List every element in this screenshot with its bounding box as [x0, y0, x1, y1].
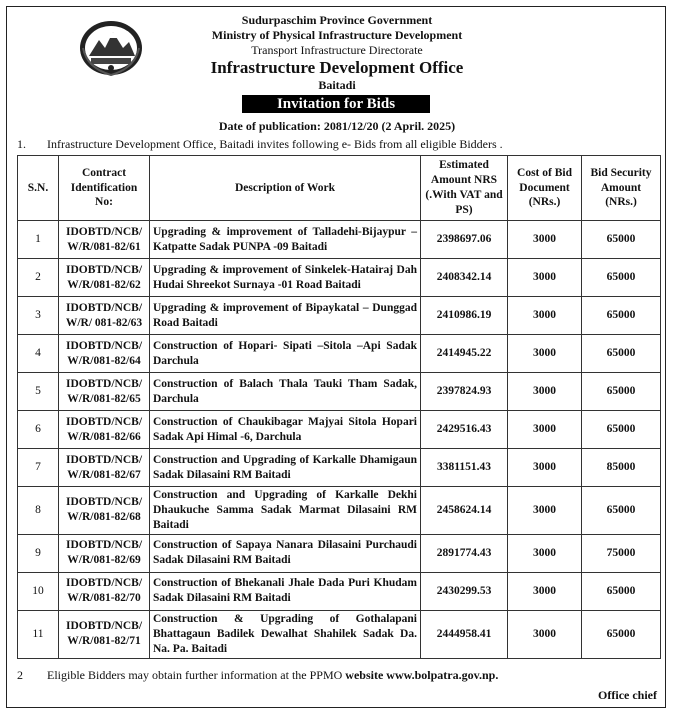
row-estimated-amount: 2414945.22 — [421, 335, 508, 373]
row-contract-id: IDOBTD/NCB/ W/R/ 081-82/63 — [59, 297, 150, 335]
row-description: Construction of Bhekanali Jhale Dada Puri Khudam Sadak Dilasaini RM Baitadi — [150, 572, 421, 610]
row-estimated-amount: 2444958.41 — [421, 610, 508, 658]
row-contract-id: IDOBTD/NCB/ W/R/081-82/66 — [59, 411, 150, 449]
row-bid-security: 65000 — [582, 259, 661, 297]
publication-date: Date of publication: 2081/12/20 (2 April. 2025) — [218, 119, 456, 133]
header-bid-security: Bid Security Amount (NRs.) — [582, 156, 661, 221]
header-estimated-amount: Estimated Amount NRS (.With VAT and PS) — [421, 156, 508, 221]
row-bid-security: 65000 — [582, 610, 661, 658]
row-cost-of-bid: 3000 — [508, 411, 582, 449]
row-cost-of-bid: 3000 — [508, 335, 582, 373]
row-estimated-amount: 2408342.14 — [421, 259, 508, 297]
row-bid-security: 65000 — [582, 297, 661, 335]
footnote-number: 2 — [17, 668, 23, 682]
row-description: Construction of Chaukibagar Majyai Sitola Hopari Sadak Api Himal -6, Darchula — [150, 411, 421, 449]
row-cost-of-bid: 3000 — [508, 534, 582, 572]
table-row — [18, 572, 661, 610]
ministry-name: Ministry of Physical Infrastructure Development — [211, 28, 463, 42]
row-description: Construction & Upgrading of Gothalapani Bhattagaun Badilek Dewalhat Shahilek Sadak Da. Na. Pa. Baitadi — [150, 610, 421, 658]
row-estimated-amount: 2397824.93 — [421, 373, 508, 411]
row-sn: 11 — [18, 610, 59, 658]
province-government: Sudurpaschim Province Government — [241, 13, 433, 27]
row-bid-security: 65000 — [582, 221, 661, 259]
row-sn: 7 — [18, 449, 59, 487]
row-sn: 3 — [18, 297, 59, 335]
header-contract-id: Contract Identification No: — [59, 156, 150, 221]
row-bid-security: 65000 — [582, 411, 661, 449]
header-description: Description of Work — [150, 156, 421, 221]
row-description: Upgrading & improvement of Sinkelek-Hatairaj Dah Hudai Shreekot Surnaya -01 Road Baitadi — [150, 259, 421, 297]
row-sn: 1 — [18, 221, 59, 259]
row-contract-id: IDOBTD/NCB/ W/R/081-82/68 — [59, 487, 150, 535]
row-cost-of-bid: 3000 — [508, 449, 582, 487]
row-estimated-amount: 2891774.43 — [421, 534, 508, 572]
header-cost-of-bid: Cost of Bid Document (NRs.) — [508, 156, 582, 221]
row-description: Construction of Sapaya Nanara Dilasaini Purchaudi Sadak Dilasaini RM Baitadi — [150, 534, 421, 572]
row-estimated-amount: 2458624.14 — [421, 487, 508, 535]
intro-text: Infrastructure Development Office, Baitadi invites following e- Bids from all eligible Bidders . — [47, 137, 503, 151]
row-cost-of-bid: 3000 — [508, 259, 582, 297]
row-sn: 2 — [18, 259, 59, 297]
table-row — [18, 487, 661, 535]
row-estimated-amount: 2398697.06 — [421, 221, 508, 259]
table-row — [18, 297, 661, 335]
row-bid-security: 75000 — [582, 534, 661, 572]
table-row — [18, 610, 661, 658]
footnote-text: Eligible Bidders may obtain further information at the PPMO — [47, 668, 343, 682]
row-contract-id: IDOBTD/NCB/ W/R/081-82/64 — [59, 335, 150, 373]
row-bid-security: 65000 — [582, 487, 661, 535]
row-sn: 9 — [18, 534, 59, 572]
row-cost-of-bid: 3000 — [508, 373, 582, 411]
table-row — [18, 373, 661, 411]
row-bid-security: 65000 — [582, 572, 661, 610]
row-sn: 5 — [18, 373, 59, 411]
table-row — [18, 221, 661, 259]
row-cost-of-bid: 3000 — [508, 610, 582, 658]
table-header-row — [18, 156, 661, 221]
row-estimated-amount: 3381151.43 — [421, 449, 508, 487]
header-sn: S.N. — [18, 156, 59, 221]
office-chief-signoff: Office chief — [598, 688, 657, 702]
row-cost-of-bid: 3000 — [508, 572, 582, 610]
row-estimated-amount: 2410986.19 — [421, 297, 508, 335]
row-estimated-amount: 2430299.53 — [421, 572, 508, 610]
row-description: Construction of Balach Thala Tauki Tham Sadak, Darchula — [150, 373, 421, 411]
notice-banner: Invitation for Bids — [242, 95, 430, 113]
table-row — [18, 534, 661, 572]
row-description: Construction and Upgrading of Karkalle Dekhi Dhaukuche Samma Sadak Marmat Dilasaini RM Baitadi — [150, 487, 421, 535]
footnote — [17, 668, 498, 683]
table-row — [18, 335, 661, 373]
district-name: Baitadi — [318, 78, 356, 92]
row-bid-security: 85000 — [582, 449, 661, 487]
row-description: Construction of Hopari- Sipati –Sitola –Api Sadak Darchula — [150, 335, 421, 373]
office-name: Infrastructure Development Office — [210, 58, 464, 77]
row-description: Upgrading & improvement of Talladehi-Bijaypur – Katpatte Sadak PUNPA -09 Baitadi — [150, 221, 421, 259]
footnote-website: website www.bolpatra.gov.np. — [345, 668, 499, 682]
intro-number: 1. — [17, 137, 26, 151]
row-contract-id: IDOBTD/NCB/ W/R/081-82/61 — [59, 221, 150, 259]
row-contract-id: IDOBTD/NCB/ W/R/081-82/65 — [59, 373, 150, 411]
table-row — [18, 411, 661, 449]
table-row — [18, 259, 661, 297]
row-description: Upgrading & improvement of Bipaykatal – Dunggad Road Baitadi — [150, 297, 421, 335]
table-row — [18, 449, 661, 487]
row-contract-id: IDOBTD/NCB/ W/R/081-82/71 — [59, 610, 150, 658]
row-sn: 4 — [18, 335, 59, 373]
row-sn: 8 — [18, 487, 59, 535]
row-contract-id: IDOBTD/NCB/ W/R/081-82/62 — [59, 259, 150, 297]
row-cost-of-bid: 3000 — [508, 297, 582, 335]
row-sn: 6 — [18, 411, 59, 449]
row-contract-id: IDOBTD/NCB/ W/R/081-82/69 — [59, 534, 150, 572]
row-contract-id: IDOBTD/NCB/ W/R/081-82/67 — [59, 449, 150, 487]
row-cost-of-bid: 3000 — [508, 487, 582, 535]
directorate-name: Transport Infrastructure Directorate — [251, 43, 423, 57]
row-estimated-amount: 2429516.43 — [421, 411, 508, 449]
row-contract-id: IDOBTD/NCB/ W/R/081-82/70 — [59, 572, 150, 610]
row-cost-of-bid: 3000 — [508, 221, 582, 259]
row-bid-security: 65000 — [582, 335, 661, 373]
row-sn: 10 — [18, 572, 59, 610]
row-bid-security: 65000 — [582, 373, 661, 411]
row-description: Construction and Upgrading of Karkalle Dhamigaun Sadak Dilasaini RM Baitadi — [150, 449, 421, 487]
bids-table — [17, 155, 661, 659]
